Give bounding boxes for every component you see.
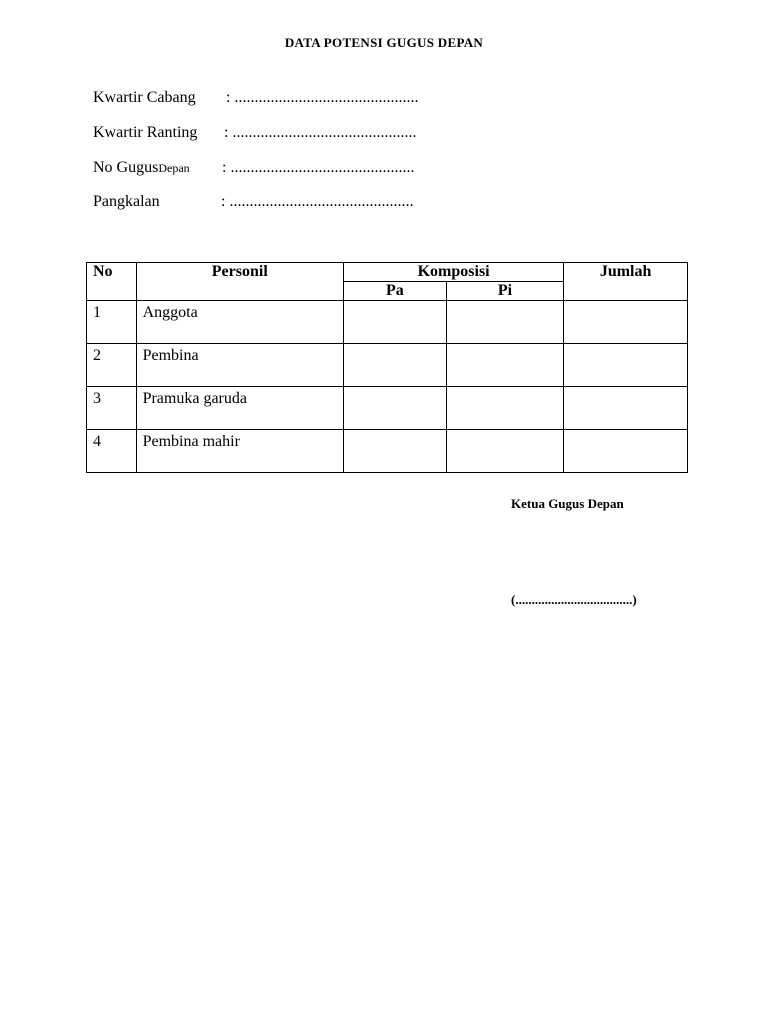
- field-label: Kwartir Cabang: [93, 89, 196, 106]
- field-value: : ..............................................: [222, 159, 415, 176]
- cell-personil: Pramuka garuda: [136, 387, 343, 430]
- table-row: [87, 430, 688, 473]
- cell-personil: Anggota: [136, 301, 343, 344]
- field-label: Pangkalan: [93, 193, 160, 210]
- cell-pi: [446, 301, 564, 344]
- field-no-gugus-depan: [93, 159, 415, 177]
- cell-personil: Pembina: [136, 344, 343, 387]
- signature-name-line: (....................................): [511, 592, 637, 607]
- cell-jumlah: [564, 344, 688, 387]
- cell-pa: [343, 387, 446, 430]
- table-header-row: [87, 263, 688, 282]
- field-value: : ..............................................: [224, 124, 417, 141]
- cell-pa: [343, 301, 446, 344]
- document-title: DATA POTENSI GUGUS DEPAN: [284, 35, 484, 50]
- header-komposisi: Komposisi: [343, 263, 563, 282]
- cell-pi: [446, 430, 564, 473]
- cell-no: 1: [87, 301, 137, 344]
- signature-title: Ketua Gugus Depan: [511, 496, 624, 511]
- header-no: No: [87, 263, 137, 301]
- table-row: [87, 387, 688, 430]
- field-label: No Gugus: [93, 159, 159, 176]
- cell-no: 2: [87, 344, 137, 387]
- cell-no: 3: [87, 387, 137, 430]
- cell-jumlah: [564, 430, 688, 473]
- header-pi: Pi: [446, 282, 564, 301]
- cell-personil: Pembina mahir: [136, 430, 343, 473]
- header-jumlah: Jumlah: [564, 263, 688, 301]
- field-pangkalan: [93, 193, 414, 211]
- field-label: Kwartir Ranting: [93, 124, 198, 141]
- table-row: [87, 301, 688, 344]
- field-value: : ..............................................: [226, 89, 419, 106]
- field-kwartir-cabang: [93, 89, 419, 107]
- cell-pa: [343, 344, 446, 387]
- cell-jumlah: [564, 387, 688, 430]
- cell-pi: [446, 344, 564, 387]
- header-personil: Personil: [136, 263, 343, 301]
- field-kwartir-ranting: [93, 124, 417, 142]
- personil-table: [86, 262, 688, 473]
- cell-pa: [343, 430, 446, 473]
- field-label-small: Depan: [158, 161, 190, 175]
- cell-no: 4: [87, 430, 137, 473]
- table-row: [87, 344, 688, 387]
- field-value: : ..............................................: [221, 193, 414, 210]
- cell-pi: [446, 387, 564, 430]
- cell-jumlah: [564, 301, 688, 344]
- header-pa: Pa: [343, 282, 446, 301]
